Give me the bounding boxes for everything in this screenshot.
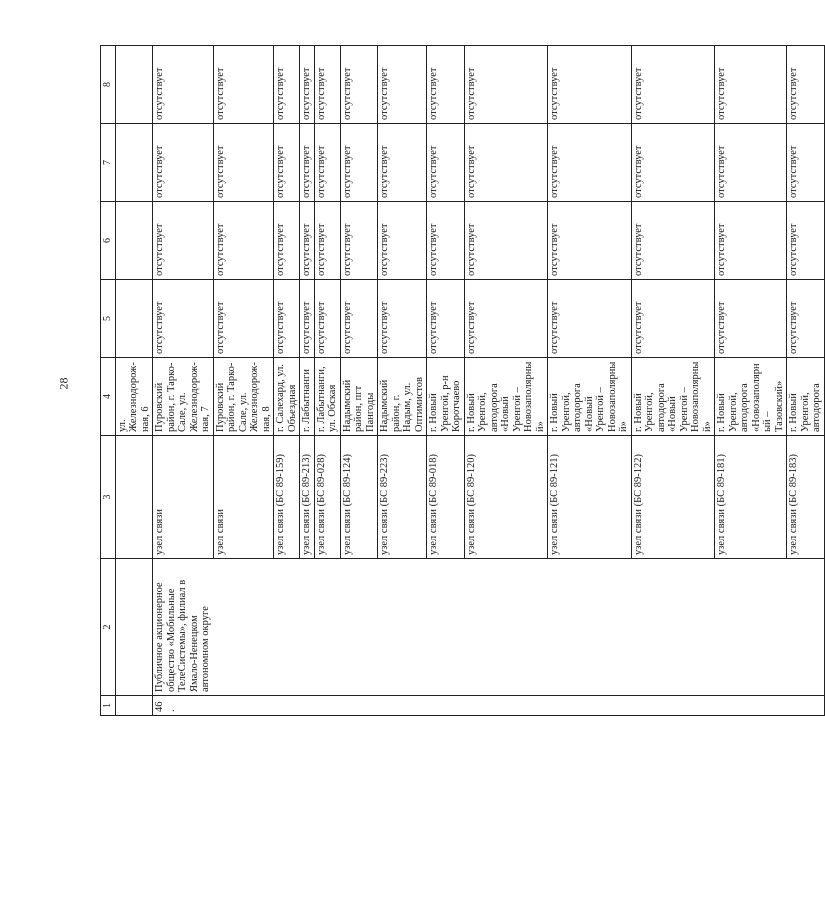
value-cell: отсутствует	[340, 124, 378, 202]
value-cell: отсутствует	[153, 202, 214, 280]
column-number: 8	[101, 46, 116, 124]
continued-row	[115, 46, 153, 716]
value-cell: отсутствует	[213, 46, 274, 124]
value-cell: отсутствует	[340, 280, 378, 358]
value-cell: отсутствует	[427, 46, 465, 124]
object-cell: узел связи (БС 89-120)	[464, 436, 548, 559]
column-number: 7	[101, 124, 116, 202]
value-cell: отсутствует	[378, 46, 427, 124]
value-cell: отсутствует	[340, 46, 378, 124]
address-cell: г. Новый Уренгой, автодорога	[787, 358, 825, 436]
value-cell: отсутствует	[427, 202, 465, 280]
rotated-table-wrapper	[100, 46, 822, 716]
value-cell: отсутствует	[715, 202, 787, 280]
registry-table	[100, 45, 825, 716]
value-cell: отсутствует	[464, 46, 548, 124]
cell	[115, 202, 153, 280]
value-cell: отсутствует	[787, 280, 825, 358]
object-cell: узел связи (БС 89-121)	[548, 436, 632, 559]
value-cell: отсутствует	[548, 280, 632, 358]
value-cell: отсутствует	[631, 280, 715, 358]
object-cell: узел связи (БС 89-159)	[274, 436, 300, 559]
value-cell: отсутствует	[548, 124, 632, 202]
object-cell: узел связи	[213, 436, 274, 559]
address-cell: г. Лабытнанги, ул. Обская	[314, 358, 340, 436]
value-cell: отсутствует	[340, 202, 378, 280]
address-cell: г. Новый Уренгой, р-н Коротчаево	[427, 358, 465, 436]
cell	[115, 436, 153, 559]
column-number: 2	[101, 559, 116, 696]
address-cell: ул. Железнодорож-ная, 6	[115, 358, 153, 436]
cell	[115, 280, 153, 358]
address-cell: г. Новый Уренгой, автодорога «Новый Уренгой – Новозаполярный»	[548, 358, 632, 436]
value-cell: отсутствует	[153, 46, 214, 124]
value-cell: отсутствует	[464, 124, 548, 202]
value-cell: отсутствует	[378, 202, 427, 280]
value-cell: отсутствует	[300, 124, 315, 202]
table-row	[153, 46, 214, 716]
object-cell: узел связи (БС 89-223)	[378, 436, 427, 559]
object-cell: узел связи (БС 89-181)	[715, 436, 787, 559]
value-cell: отсутствует	[314, 46, 340, 124]
value-cell: отсутствует	[427, 124, 465, 202]
address-cell: Пуровский район, г. Тарко-Сале, ул. Железнодорож-ная, 7	[153, 358, 214, 436]
value-cell: отсутствует	[300, 46, 315, 124]
column-number: 1	[101, 696, 116, 716]
value-cell: отсутствует	[213, 280, 274, 358]
value-cell: отсутствует	[153, 280, 214, 358]
cell	[115, 46, 153, 124]
value-cell: отсутствует	[314, 280, 340, 358]
object-cell: узел связи (БС 89-122)	[631, 436, 715, 559]
value-cell: отсутствует	[631, 46, 715, 124]
value-cell: отсутствует	[787, 46, 825, 124]
value-cell: отсутствует	[464, 202, 548, 280]
value-cell: отсутствует	[213, 202, 274, 280]
value-cell: отсутствует	[631, 202, 715, 280]
address-cell: г. Новый Уренгой, автодорога «Новый Уренгой – Новозаполярный»	[631, 358, 715, 436]
address-cell: Надымский район, пгт Пангоды	[340, 358, 378, 436]
address-cell: г. Салехард, ул. Объездная	[274, 358, 300, 436]
value-cell: отсутствует	[787, 202, 825, 280]
address-cell: г. Новый Уренгой, автодорога «Новый Уренгой – Новозаполярный»	[464, 358, 548, 436]
value-cell: отсутствует	[787, 124, 825, 202]
object-cell: узел связи (БС 89-028)	[314, 436, 340, 559]
page-number: 28	[56, 377, 71, 390]
document-sheet	[100, 46, 822, 716]
value-cell: отсутствует	[213, 124, 274, 202]
column-number: 4	[101, 358, 116, 436]
number-cell: 46.	[153, 696, 825, 716]
column-number: 3	[101, 436, 116, 559]
value-cell: отсутствует	[314, 202, 340, 280]
value-cell: отсутствует	[631, 124, 715, 202]
value-cell: отсутствует	[274, 46, 300, 124]
address-cell: г. Новый Уренгой, автодорога «Новозаполярный – Тазовский»	[715, 358, 787, 436]
cell	[115, 696, 153, 716]
address-cell: г. Лабытнанги	[300, 358, 315, 436]
object-cell: узел связи (БС 89-018)	[427, 436, 465, 559]
value-cell: отсутствует	[378, 124, 427, 202]
object-cell: узел связи (БС 89-124)	[340, 436, 378, 559]
value-cell: отсутствует	[715, 124, 787, 202]
object-cell: узел связи (БС 89-183)	[787, 436, 825, 559]
value-cell: отсутствует	[715, 280, 787, 358]
object-cell: узел связи	[153, 436, 214, 559]
value-cell: отсутствует	[464, 280, 548, 358]
address-cell: Пуровский район, г. Тарко-Сале, ул. Железнодорож-ная, 8	[213, 358, 274, 436]
value-cell: отсутствует	[153, 124, 214, 202]
value-cell: отсутствует	[427, 280, 465, 358]
value-cell: отсутствует	[378, 280, 427, 358]
value-cell: отсутствует	[548, 202, 632, 280]
value-cell: отсутствует	[548, 46, 632, 124]
column-number-row	[101, 46, 116, 716]
value-cell: отсутствует	[300, 280, 315, 358]
object-cell: узел связи (БС 89-213)	[300, 436, 315, 559]
value-cell: отсутствует	[274, 124, 300, 202]
organization-cell: Публичное акционерное общество «Мобильные ТелеСистемы», филиал в Ямало-Ненецком автономном округе	[153, 559, 825, 696]
cell	[115, 559, 153, 696]
column-number: 5	[101, 280, 116, 358]
column-number: 6	[101, 202, 116, 280]
value-cell: отсутствует	[274, 202, 300, 280]
value-cell: отсутствует	[300, 202, 315, 280]
value-cell: отсутствует	[314, 124, 340, 202]
value-cell: отсутствует	[715, 46, 787, 124]
value-cell: отсутствует	[274, 280, 300, 358]
cell	[115, 124, 153, 202]
address-cell: Надымский район, г. Надым, ул. Оптимистов	[378, 358, 427, 436]
